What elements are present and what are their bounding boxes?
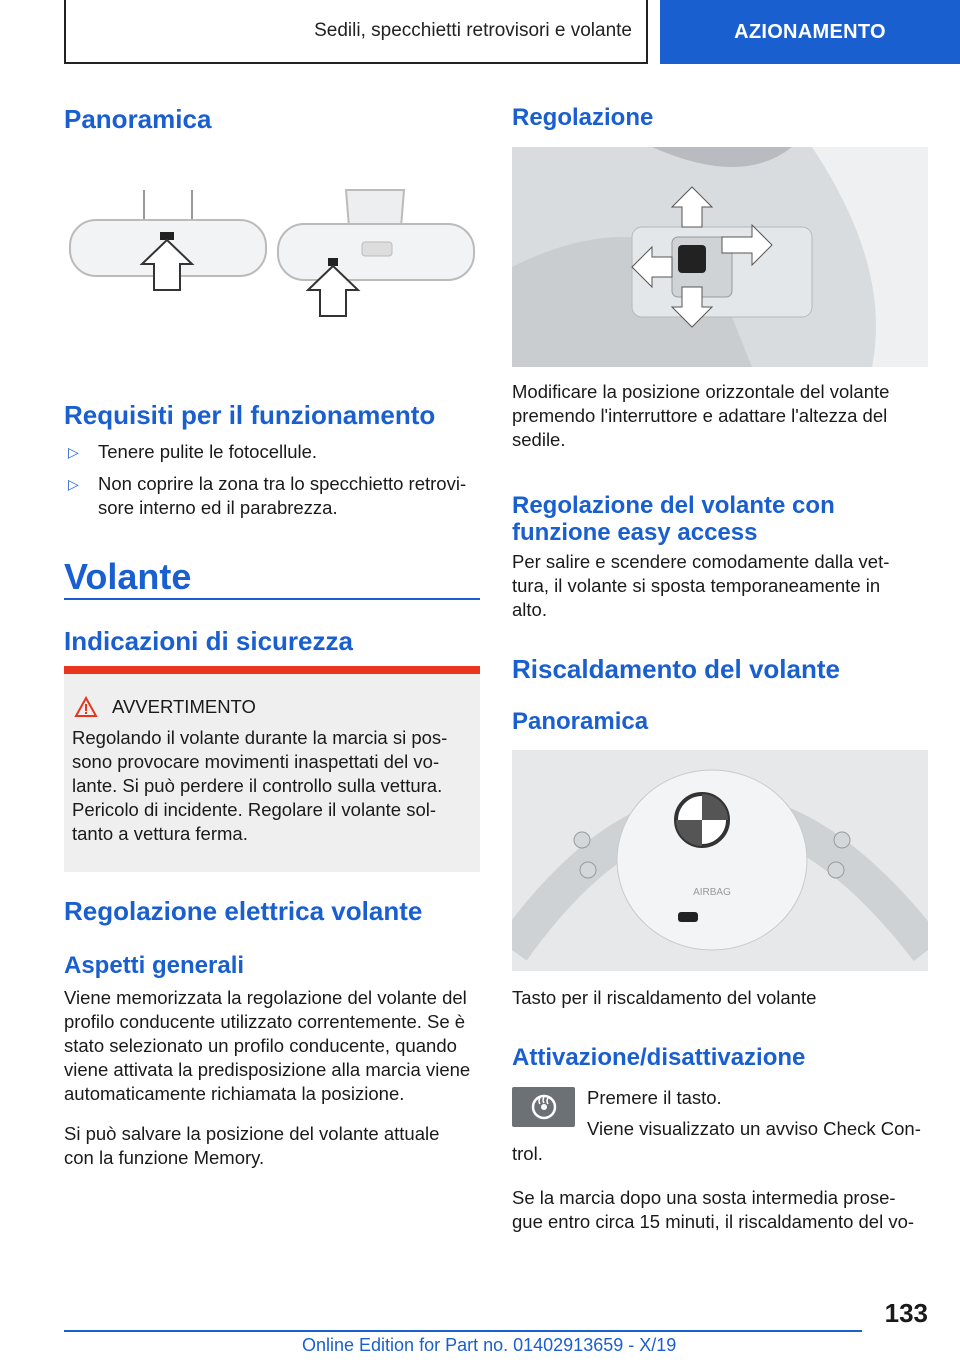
riscaldamento-heading: Riscaldamento del volante xyxy=(512,654,840,684)
easy-access-paragraph: Per salire e scendere comodamente dalla vet- tura, il volante si sposta temporaneamente in alto. xyxy=(512,551,890,620)
footer-rule xyxy=(64,1330,862,1332)
header-section-title: Sedili, specchietti retrovisori e volante xyxy=(314,20,632,41)
final-paragraph: Se la marcia dopo una sosta intermedia prose- gue entro circa 15 minuti, il riscaldamento del vo- xyxy=(512,1187,915,1232)
aspetti-heading: Aspetti generali xyxy=(64,952,245,979)
regolazione-heading: Regolazione xyxy=(512,104,654,131)
panoramica-heading: Panoramica xyxy=(64,104,212,134)
volante-rule xyxy=(64,598,480,600)
bullet-triangle-icon: ▷ xyxy=(68,444,79,460)
attivazione-heading: Attivazione/disattivazione xyxy=(512,1044,806,1071)
header-chapter-title: AZIONAMENTO xyxy=(734,20,886,43)
steering-wheel-photo xyxy=(512,750,928,971)
running-header-chapter xyxy=(660,0,960,64)
airbag-label: AIRBAG xyxy=(693,887,731,898)
wheel-photo-caption: Tasto per il riscaldamento del volante xyxy=(512,987,817,1008)
running-header-section xyxy=(64,0,648,64)
bullet-triangle-icon: ▷ xyxy=(68,476,79,492)
list-item: ▷ Tenere pulite le fotocellule. xyxy=(64,440,480,464)
edition-text: Online Edition for Part no. 01402913659 - X/19 xyxy=(302,1335,677,1355)
heated-steering-wheel-icon xyxy=(512,1087,575,1127)
warning-label-row xyxy=(74,696,256,718)
warning-triangle-icon xyxy=(74,696,98,718)
regolazione-paragraph: Modificare la posizione orizzontale del volante premendo l'interruttore e adattare l'altezza del sedile. xyxy=(512,381,890,450)
sicurezza-heading: Indicazioni di sicurezza xyxy=(64,626,353,656)
steering-column-photo xyxy=(512,147,928,367)
warning-label: AVVERTIMENTO xyxy=(112,696,256,717)
check-control-text-1: Viene visualizzato un avviso Check Con- xyxy=(587,1118,921,1139)
warning-text: Regolando il volante durante la marcia si pos- sono provocare movimenti inaspettati del vo- lante. Si può perdere il controllo sulla vettura. Pericolo di incidente. Regolare il volante sol- tanto a vettura ferma. xyxy=(72,727,448,844)
list-item-continuation: sore interno ed il parabrezza. xyxy=(98,497,338,518)
requisiti-list xyxy=(64,440,480,520)
requisiti-heading: Requisiti per il funzionamento xyxy=(64,400,436,430)
warning-box xyxy=(64,666,480,872)
memory-paragraph: Si può salvare la posizione del volante attuale con la funzione Memory. xyxy=(64,1123,440,1168)
rearview-mirror-figure xyxy=(64,180,480,330)
volante-heading: Volante xyxy=(64,556,192,597)
aspetti-paragraph: Viene memorizzata la regolazione del volante del profilo conducente utilizzato correntemente. Se è stato selezionato un profilo conducente, quando viene attivata la predisposizione alla marcia viene automaticamente richiamata la posizione. xyxy=(64,987,471,1104)
check-control-text-2: trol. xyxy=(512,1143,543,1164)
easy-access-heading: Regolazione del volante con funzione easy access xyxy=(512,492,835,546)
premere-text: Premere il tasto. xyxy=(587,1087,722,1108)
page-number: 133 xyxy=(884,1298,928,1328)
elettrica-heading: Regolazione elettrica volante xyxy=(64,896,423,926)
panoramica-subheading: Panoramica xyxy=(512,708,649,735)
warning-bar xyxy=(64,666,480,674)
list-item: ▷ Non coprire la zona tra lo specchietto retrovi- xyxy=(64,472,480,496)
